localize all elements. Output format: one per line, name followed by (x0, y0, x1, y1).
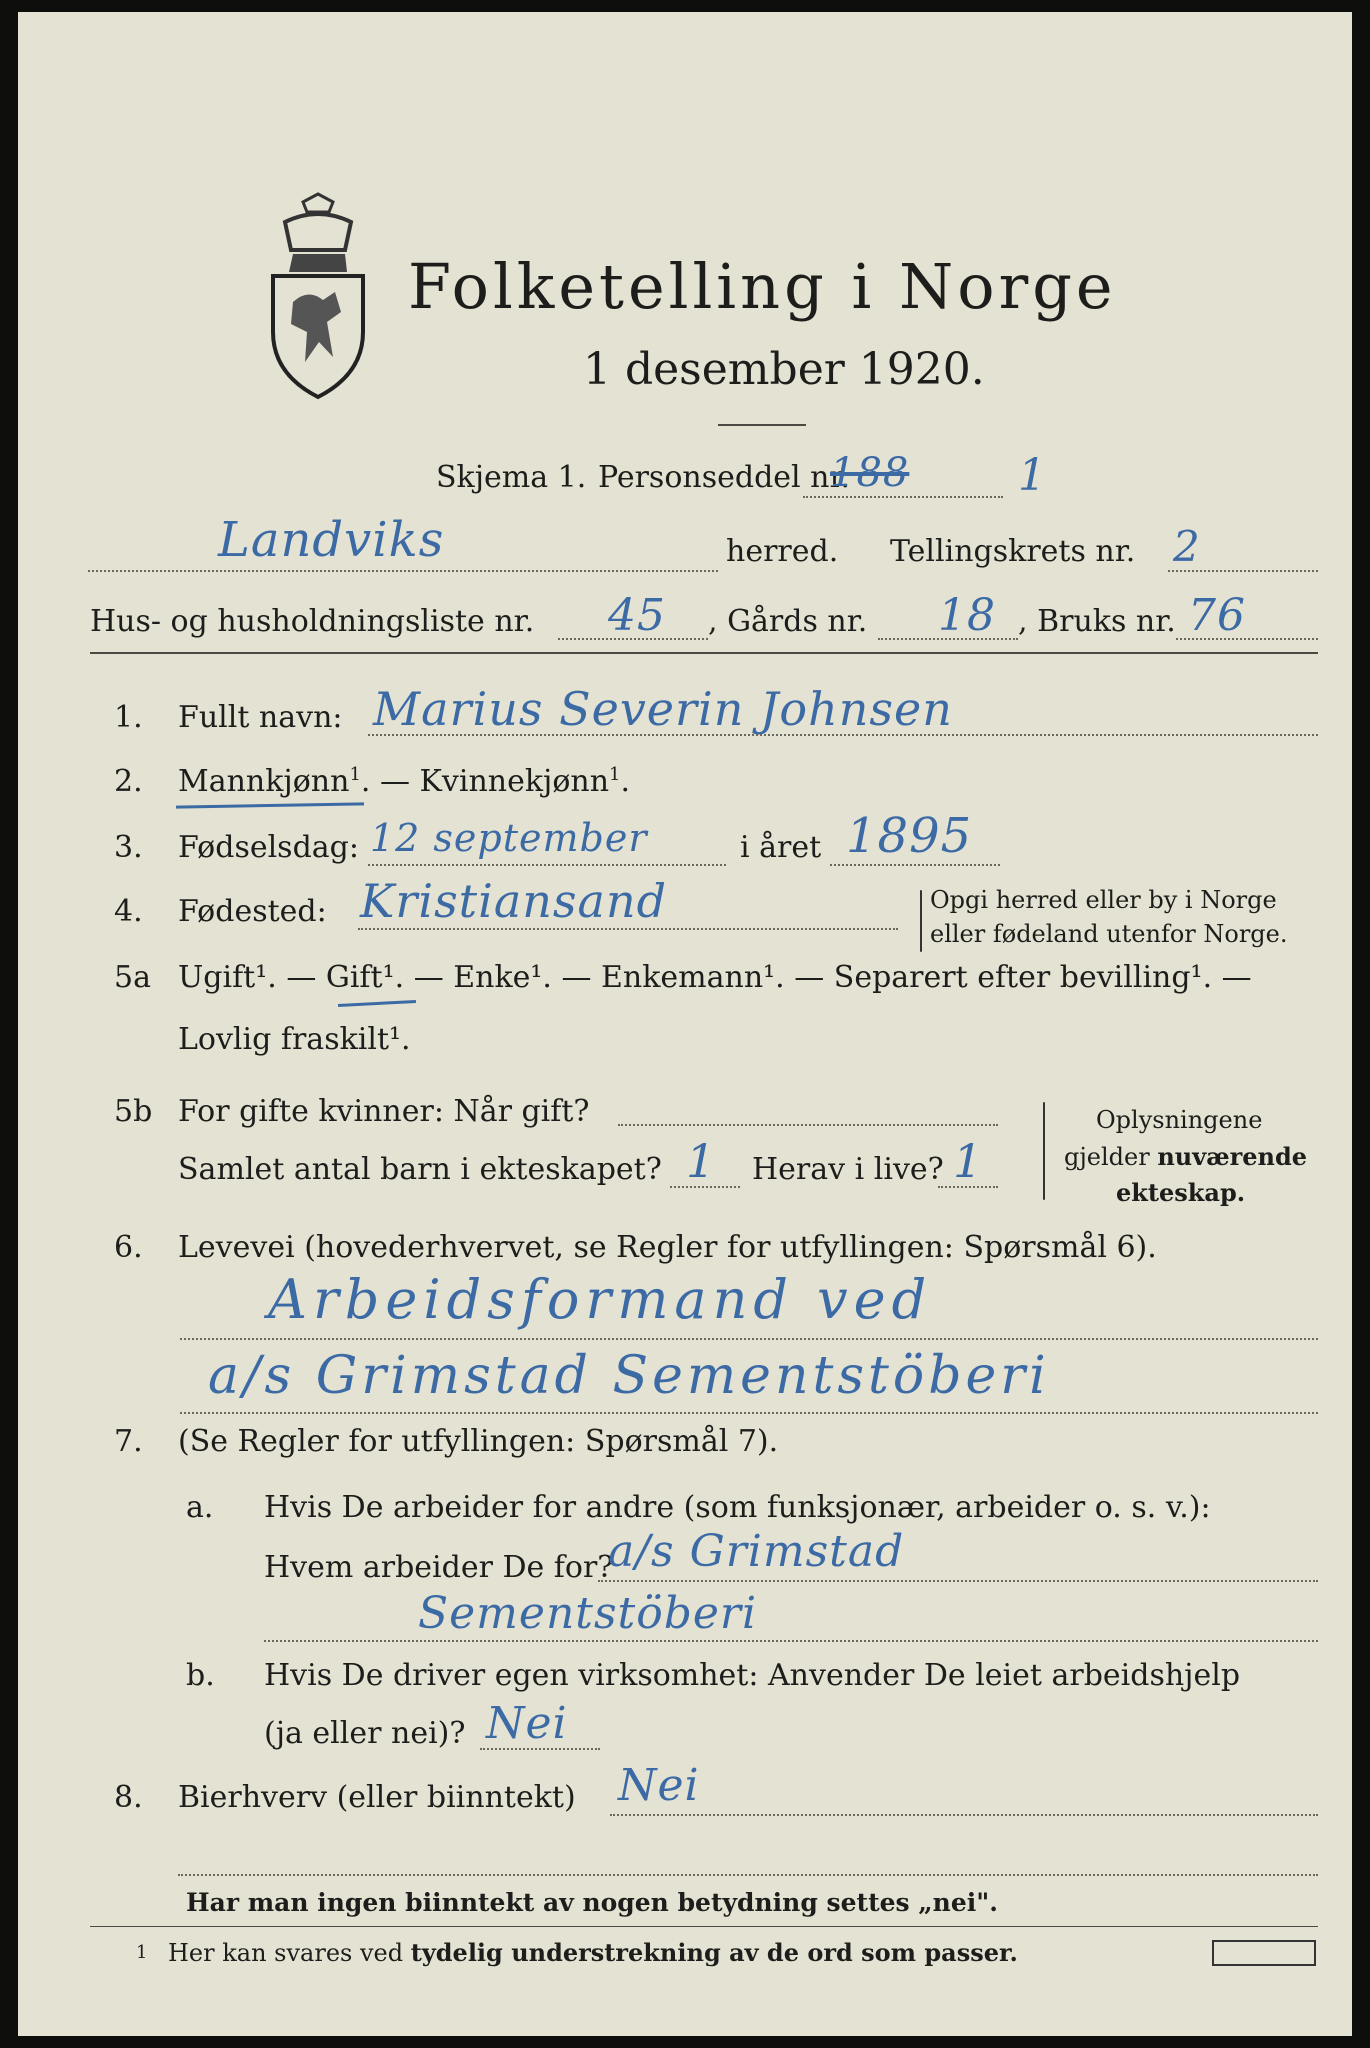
q5b-children-value: 1 (686, 1134, 717, 1188)
title-divider (718, 424, 806, 426)
q3-year-value: 1895 (846, 808, 973, 864)
hus-line (558, 638, 708, 640)
q5b-label-1: For gifte kvinner: Når gift? (178, 1094, 590, 1129)
section-divider (90, 652, 1318, 654)
q5a-options: Ugift¹. — Gift¹. — Enke¹. — Enkemann¹. — Separert efter bevilling¹. — (178, 960, 1252, 995)
bruks-line (1176, 638, 1318, 640)
q1-full-name: Marius Severin Johnsen (373, 682, 953, 736)
q1-label: Fullt navn: (178, 700, 343, 735)
herred-value: Landviks (218, 512, 445, 568)
q2-separator: . — (360, 764, 420, 799)
q8-label: Bierhverv (eller biinntekt) (178, 1780, 576, 1815)
q6-label: Levevei (hovederhvervet, se Regler for utfyllingen: Spørsmål 6). (178, 1230, 1157, 1265)
footnote-text (168, 1938, 1018, 1967)
q5b-married-line (618, 1124, 998, 1126)
census-date: 1 desember 1920. (583, 344, 985, 395)
q5a-underline-mark (338, 1000, 416, 1007)
footnote-pre: Her kan svares ved (168, 1939, 411, 1967)
krets-value: 2 (1173, 522, 1201, 571)
q4-number: 4. (114, 894, 143, 929)
q5b-live-label: Herav i live? (752, 1152, 944, 1187)
q7a-line-1: Hvis De arbeider for andre (som funksjonær, arbeider o. s. v.): (264, 1490, 1211, 1525)
q6-occupation-2: a/s Grimstad Sementstöberi (208, 1346, 1050, 1406)
q5b-children-line (670, 1186, 740, 1188)
q3-year-line (830, 864, 1000, 866)
q7b-letter: b. (186, 1658, 215, 1693)
q7-number: 7. (114, 1424, 143, 1459)
personseddel-struck-value: 188 (830, 450, 910, 496)
form-title: Folketelling i Norge (408, 250, 1117, 323)
q4-label: Fødested: (178, 894, 327, 929)
krets-label: Tellingskrets nr. (890, 534, 1136, 569)
q5a-number: 5a (114, 960, 151, 995)
footer-note: Har man ingen biinntekt av nogen betydning settes „nei". (186, 1888, 998, 1917)
q5b-note-1: Oplysningene (1096, 1106, 1263, 1134)
personseddel-line (803, 496, 1003, 498)
footnote-mark: 1 (136, 1942, 148, 1963)
q6-occupation-1: Arbeidsformand ved (268, 1268, 933, 1331)
herred-line (88, 570, 718, 572)
q6-line-2 (180, 1412, 1318, 1414)
q5b-live-value: 1 (953, 1134, 984, 1188)
personseddel-label: Personseddel nr. (598, 460, 851, 495)
q8-line-1 (610, 1814, 1318, 1816)
hus-label: Hus- og husholdningsliste nr. (90, 604, 535, 639)
printer-stamp-icon (1212, 1940, 1316, 1966)
coat-of-arms-icon (263, 192, 373, 402)
q1-number: 1. (114, 700, 143, 735)
q5b-note-2 (1064, 1142, 1307, 1171)
q5b-note-3: ekteskap. (1116, 1178, 1246, 1207)
q5b-label-2: Samlet antal barn i ekteskapet? (178, 1152, 662, 1187)
q7a-employer-1: a/s Grimstad (608, 1526, 905, 1577)
q2-underline-mark (176, 802, 364, 808)
q1-line (368, 734, 1318, 736)
q4-brace (920, 890, 922, 952)
gards-value: 18 (938, 590, 996, 641)
q2-options: Mannkjønn$^1$. — Kvinnekjønn$^1$. (178, 764, 631, 799)
q4-note-2: eller fødeland utenfor Norge. (930, 920, 1288, 948)
gards-label: , Gårds nr. (708, 604, 868, 639)
q3-day-value: 12 september (370, 816, 648, 860)
q6-number: 6. (114, 1230, 143, 1265)
census-form-page (18, 12, 1352, 2036)
schema-label: Skjema 1. (436, 460, 587, 495)
q3-label: Fødselsdag: (178, 830, 359, 865)
q2-female: Kvinnekjønn (419, 764, 610, 799)
footnote-bold: tydelig understrekning av de ord som passer. (410, 1938, 1018, 1967)
q8-line-2 (178, 1874, 1318, 1876)
q2-end: . (620, 764, 631, 799)
q7a-employer-2: Sementstöberi (418, 1588, 758, 1639)
bruks-label: , Bruks nr. (1018, 604, 1176, 639)
hus-value: 45 (608, 590, 666, 641)
q7a-line-value-2 (264, 1640, 1318, 1642)
q5a-options-2: Lovlig fraskilt¹. (178, 1022, 411, 1057)
bruks-value: 76 (1188, 590, 1246, 641)
q7a-line-2: Hvem arbeider De for? (264, 1550, 614, 1585)
q5b-number: 5b (114, 1094, 153, 1129)
herred-label: herred. (726, 534, 839, 569)
q7b-line-1: Hvis De driver egen virksomhet: Anvender De leiet arbeidshjelp (264, 1658, 1241, 1693)
q6-line-1 (180, 1338, 1318, 1340)
q4-birthplace: Kristiansand (360, 874, 668, 928)
q5b-note-2b: nuværende (1157, 1142, 1308, 1171)
q5b-brace (1043, 1102, 1045, 1200)
q7b-value: Nei (486, 1698, 568, 1749)
q3-day-line (368, 864, 726, 866)
krets-line (1168, 570, 1318, 572)
gards-line (878, 638, 1018, 640)
q2-number: 2. (114, 764, 143, 799)
q8-value: Nei (618, 1760, 700, 1811)
q7b-line-2: (ja eller nei)? (264, 1716, 466, 1751)
q4-note-1: Opgi herred eller by i Norge (930, 886, 1277, 914)
q8-number: 8. (114, 1780, 143, 1815)
q3-number: 3. (114, 830, 143, 865)
q7a-line-value-1 (598, 1580, 1318, 1582)
q4-line (358, 928, 898, 930)
footer-divider (90, 1926, 1318, 1927)
q5b-note-2a: gjelder (1064, 1143, 1158, 1171)
q7-label: (Se Regler for utfyllingen: Spørsmål 7). (178, 1424, 779, 1459)
q3-year-label: i året (740, 830, 822, 865)
personseddel-value: 1 (1018, 450, 1047, 501)
q2-male: Mannkjønn (178, 764, 350, 799)
q7b-line-value (480, 1748, 600, 1750)
q7a-letter: a. (186, 1490, 214, 1525)
q5b-live-line (938, 1186, 998, 1188)
